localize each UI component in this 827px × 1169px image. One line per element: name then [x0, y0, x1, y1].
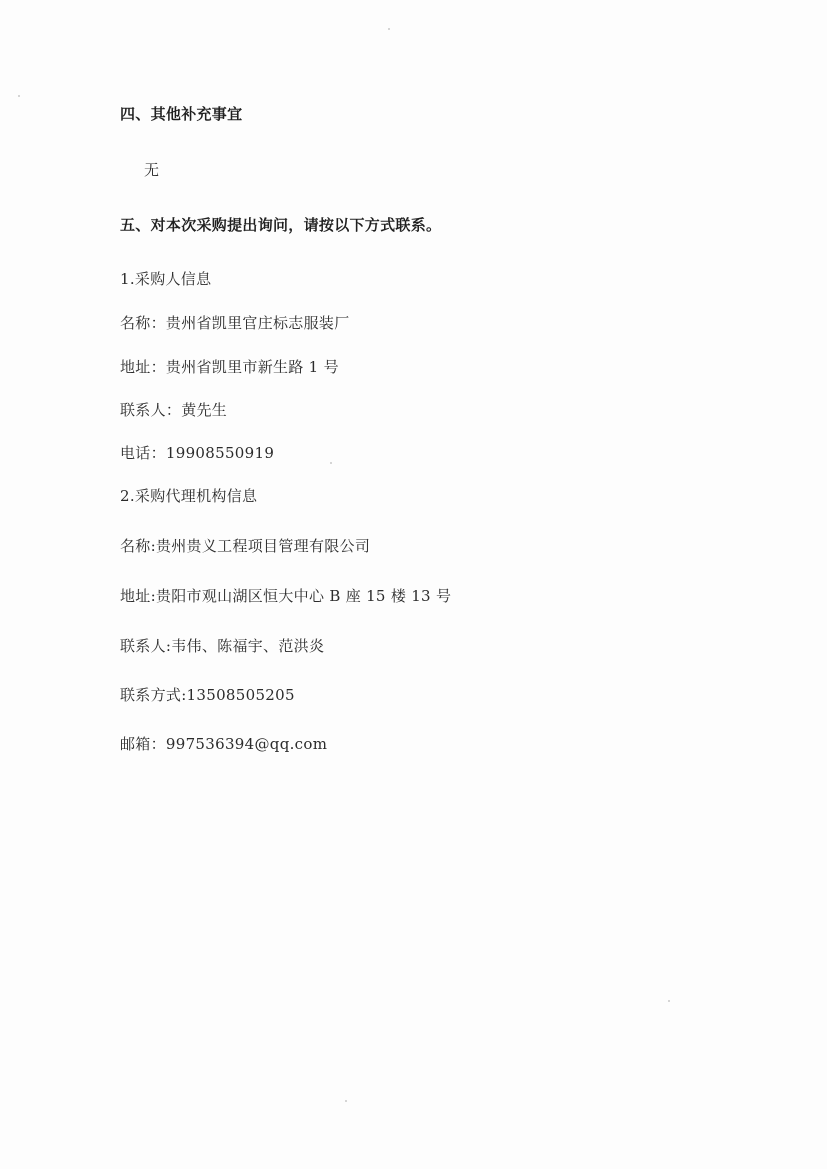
scan-speck: [388, 28, 390, 30]
scan-speck: [330, 462, 332, 464]
purchaser-name: 名称：贵州省凯里官庄标志服装厂: [120, 314, 350, 332]
agency-address: 地址:贵阳市观山湖区恒大中心 B 座 15 楼 13 号: [120, 587, 452, 605]
purchaser-contact: 联系人：黄先生: [120, 401, 228, 419]
section4-content: 无: [144, 161, 160, 179]
section4-heading: 四、其他补充事宜: [120, 105, 243, 123]
agency-email: 邮箱：997536394@qq.com: [120, 735, 328, 753]
purchaser-address: 地址：贵州省凯里市新生路 1 号: [120, 358, 339, 376]
agency-name: 名称:贵州贵义工程项目管理有限公司: [120, 537, 371, 555]
scan-speck: [668, 1000, 670, 1002]
agency-title: 2.采购代理机构信息: [120, 487, 258, 505]
purchaser-phone: 电话：19908550919: [120, 444, 275, 462]
agency-contact: 联系人:韦伟、陈福宇、范洪炎: [120, 637, 325, 655]
scan-speck: [18, 95, 20, 97]
scan-speck: [345, 1100, 347, 1102]
agency-phone: 联系方式:13508505205: [120, 686, 295, 704]
section5-heading: 五、对本次采购提出询问，请按以下方式联系。: [120, 216, 442, 234]
purchaser-title: 1.采购人信息: [120, 270, 212, 288]
